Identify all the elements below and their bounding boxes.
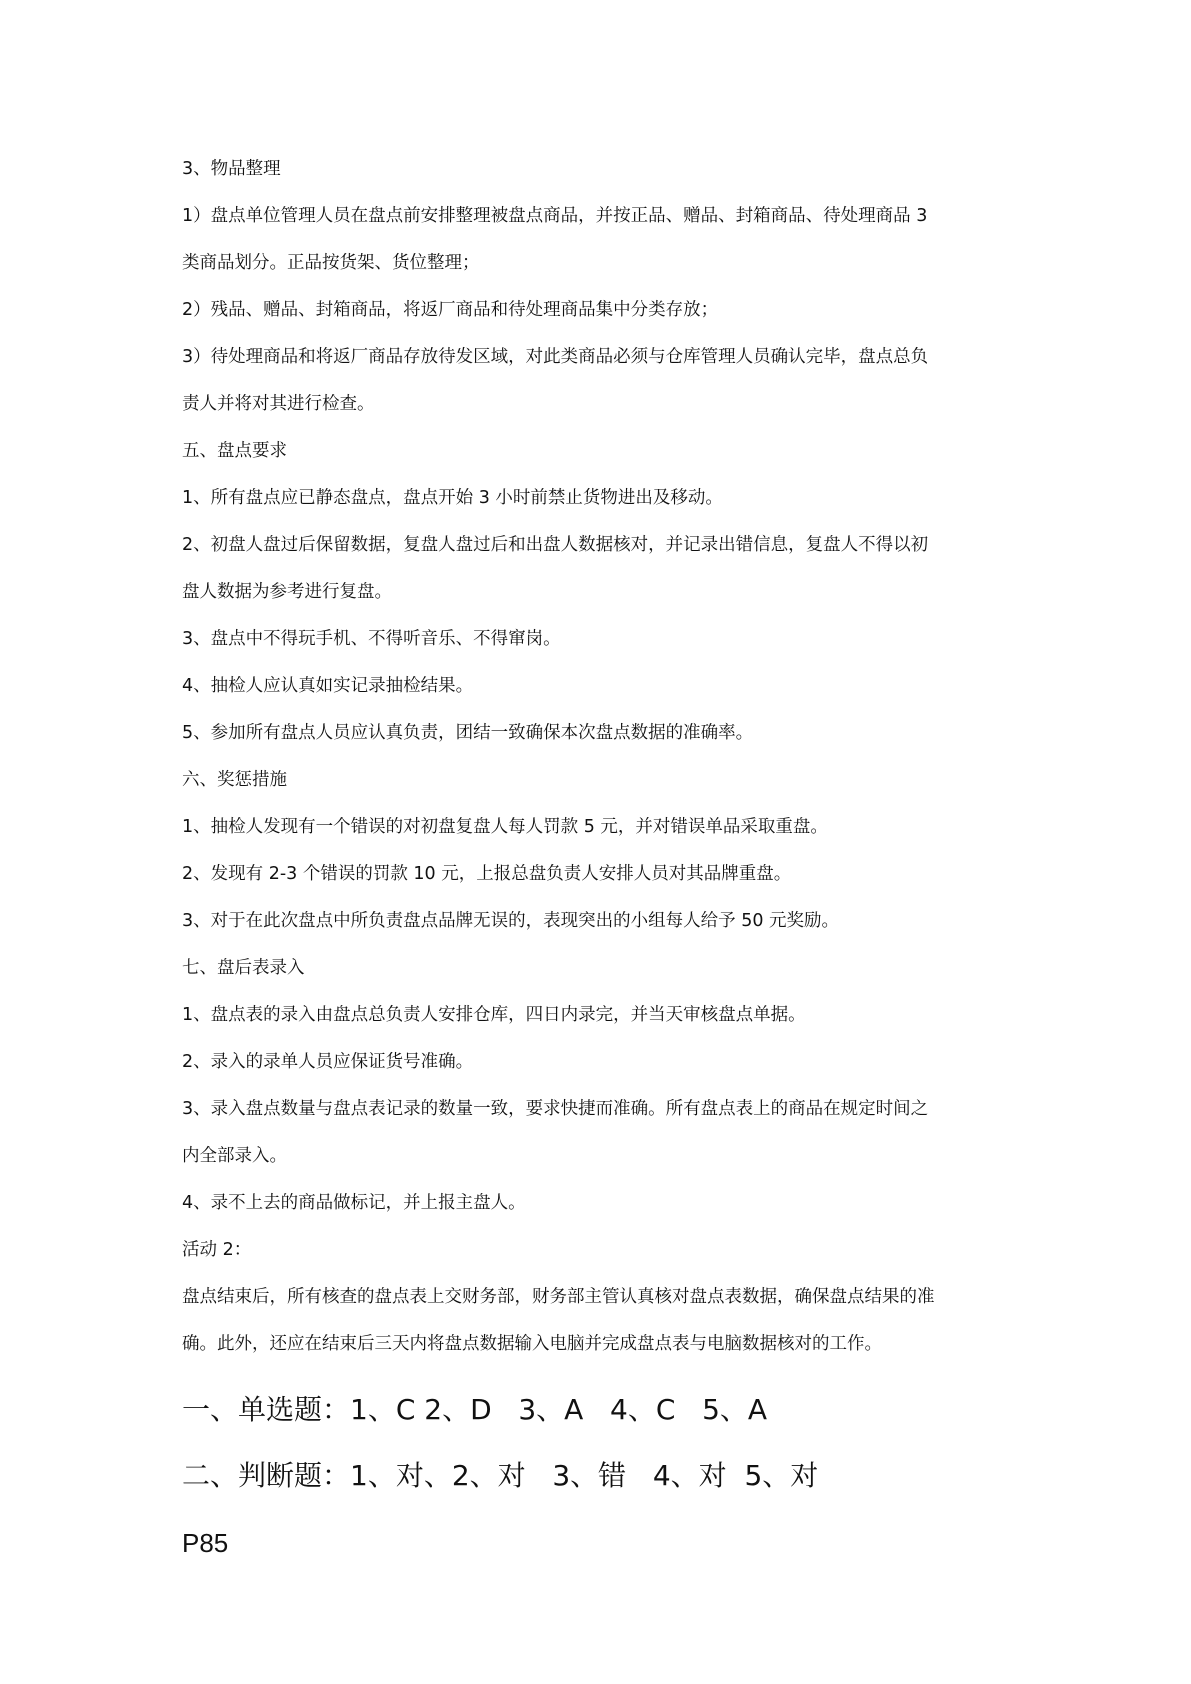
paragraph-line: 1、抽检人发现有一个错误的对初盘复盘人每人罚款 5 元，并对错误单品采取重盘。: [182, 817, 828, 837]
paragraph-line: 2、初盘人盘过后保留数据，复盘人盘过后和出盘人数据核对，并记录出错信息，复盘人不得以初: [182, 535, 929, 555]
paragraph-line: 类商品划分。正品按货架、货位整理；: [182, 253, 480, 273]
heading-item-sorting: 3、物品整理: [182, 159, 281, 179]
paragraph-line: 4、抽检人应认真如实记录抽检结果。: [182, 676, 474, 696]
activity-label: 活动 2：: [182, 1240, 252, 1260]
paragraph-line: 责人并将对其进行检查。: [182, 394, 375, 414]
paragraph-line: 3）待处理商品和将返厂商品存放待发区域，对此类商品必须与仓库管理人员确认完毕，盘点总负: [182, 347, 929, 367]
paragraph-line: 确。此外，还应在结束后三天内将盘点数据输入电脑并完成盘点表与电脑数据核对的工作。: [182, 1334, 882, 1354]
paragraph-line: 1、盘点表的录入由盘点总负责人安排仓库，四日内录完，并当天审核盘点单据。: [182, 1005, 806, 1025]
paragraph-line: 2、录入的录单人员应保证货号准确。: [182, 1052, 474, 1072]
paragraph-line: 1）盘点单位管理人员在盘点前安排整理被盘点商品，并按正品、赠品、封箱商品、待处理商品 3: [182, 206, 928, 226]
paragraph-line: 2）残品、赠品、封箱商品，将返厂商品和待处理商品集中分类存放；: [182, 300, 719, 320]
document-page: [182, 146, 1082, 1601]
section-heading-requirements: 五、盘点要求: [182, 441, 287, 461]
section-heading-entry: 七、盘后表录入: [182, 958, 305, 978]
paragraph-line: 4、录不上去的商品做标记，并上报主盘人。: [182, 1193, 526, 1213]
page-reference: P85: [182, 1528, 229, 1558]
paragraph-line: 3、盘点中不得玩手机、不得听音乐、不得窜岗。: [182, 629, 561, 649]
paragraph-line: 1、所有盘点应已静态盘点，盘点开始 3 小时前禁止货物进出及移动。: [182, 488, 723, 508]
paragraph-line: 2、发现有 2-3 个错误的罚款 10 元，上报总盘负责人安排人员对其品牌重盘。: [182, 864, 792, 884]
paragraph-line: 5、参加所有盘点人员应认真负责，团结一致确保本次盘点数据的准确率。: [182, 723, 754, 743]
paragraph-line: 3、录入盘点数量与盘点表记录的数量一致，要求快捷而准确。所有盘点表上的商品在规定时间之: [182, 1099, 929, 1119]
paragraph-line: 内全部录入。: [182, 1146, 287, 1166]
paragraph-line: 3、对于在此次盘点中所负责盘点品牌无误的，表现突出的小组每人给予 50 元奖励。: [182, 911, 840, 931]
single-choice-answers: 一、单选题：1、C 2、D 3、A 4、C 5、A: [182, 1393, 768, 1426]
paragraph-line: 盘点结束后，所有核查的盘点表上交财务部，财务部主管认真核对盘点表数据，确保盘点结果的准: [182, 1287, 935, 1307]
true-false-answers: 二、判断题：1、对、2、对 3、错 4、对 5、对: [182, 1459, 819, 1492]
paragraph-line: 盘人数据为参考进行复盘。: [182, 582, 392, 602]
section-heading-rewards: 六、奖惩措施: [182, 770, 287, 790]
